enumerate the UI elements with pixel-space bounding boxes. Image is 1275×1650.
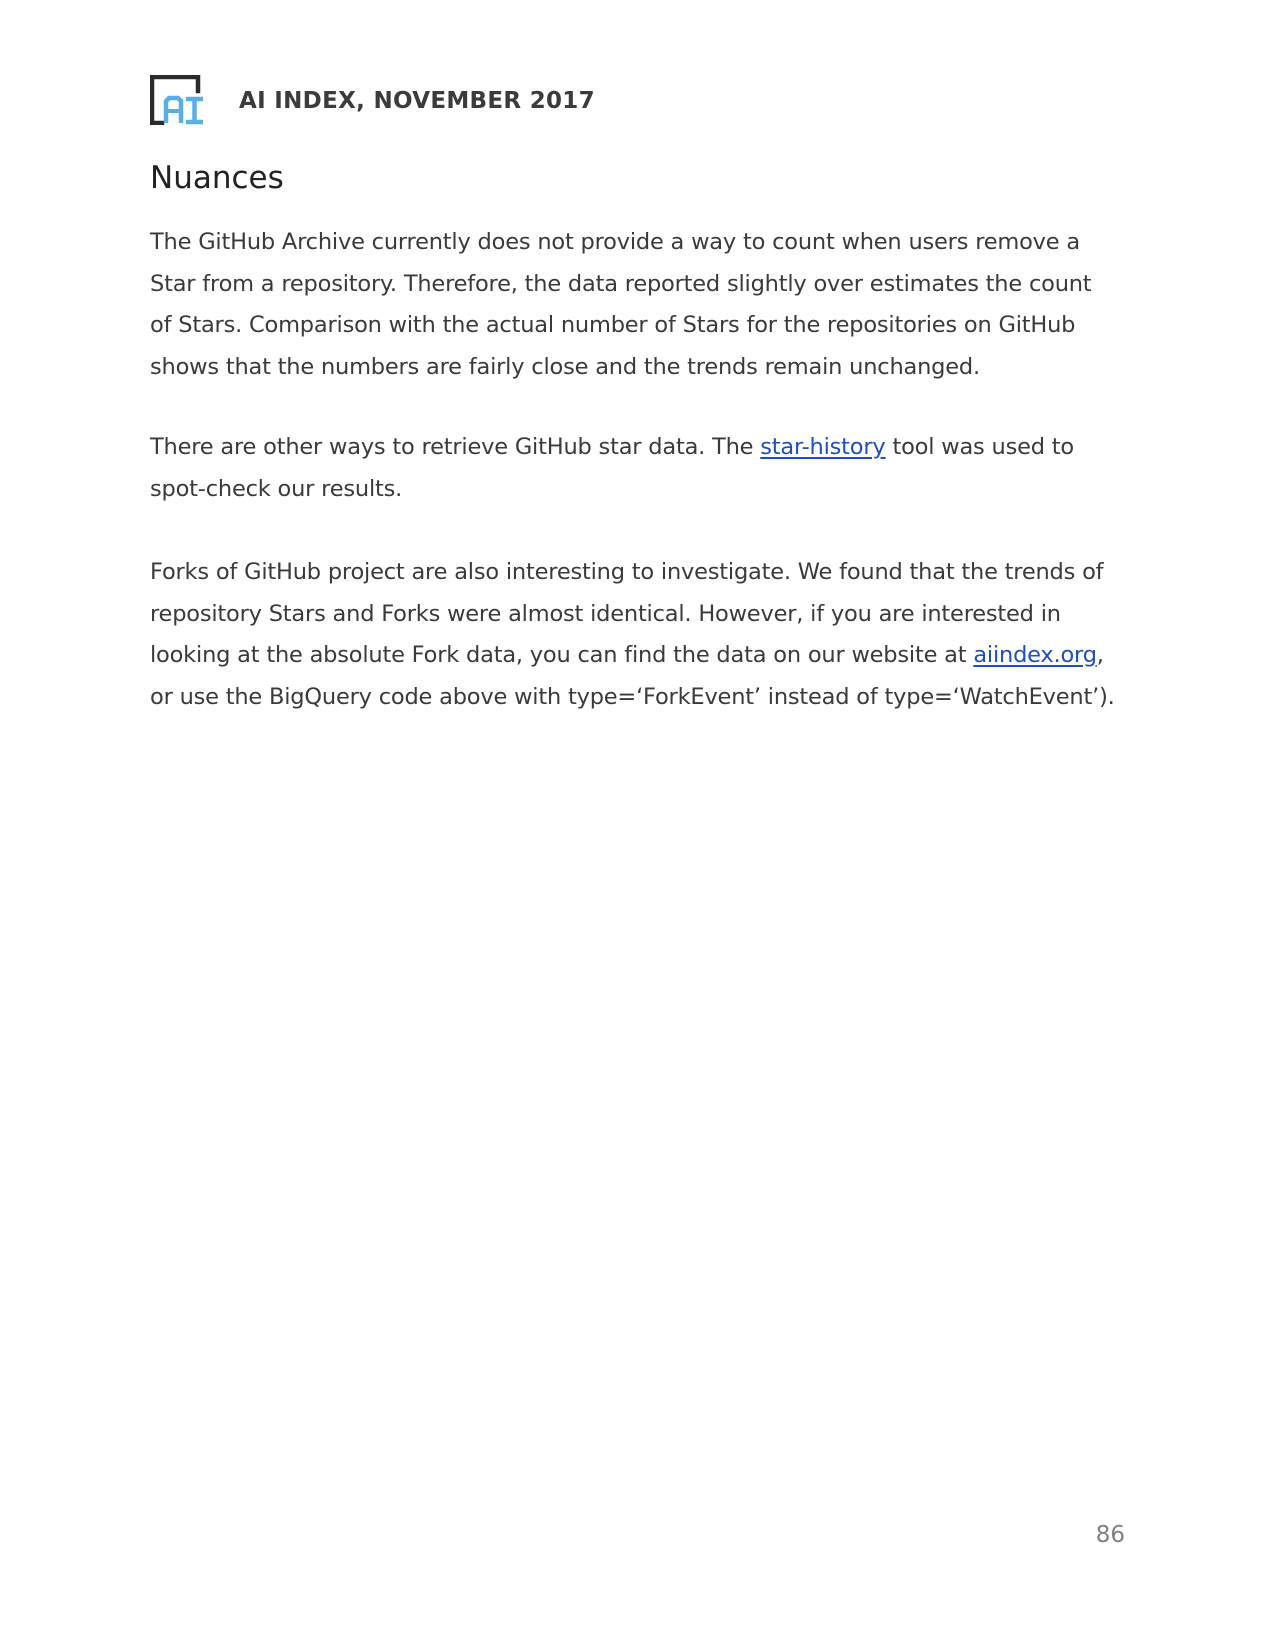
paragraph-line: or use the BigQuery code above with type=‘ForkEvent’ instead of type=‘WatchEvent’). [150, 683, 1115, 710]
paragraph-line: Star from a repository. Therefore, the data reported slightly over estimates the count [150, 270, 1092, 297]
text-fragment: looking at the absolute Fork data, you can find the data on our website at [150, 642, 974, 668]
paragraph-github-archive [150, 222, 1140, 388]
aiindex-website-link[interactable]: aiindex.org [973, 642, 1097, 668]
section-heading: Nuances [150, 160, 284, 196]
page-header [150, 74, 595, 126]
ai-index-logo [150, 75, 205, 125]
text-fragment: tool was used to [885, 434, 1074, 460]
page-number: 86 [1095, 1522, 1125, 1548]
paragraph-line: spot-check our results. [150, 475, 403, 502]
text-fragment: There are other ways to retrieve GitHub star data. The [150, 434, 761, 460]
paragraph-line: Forks of GitHub project are also interesting to investigate. We found that the trends of [150, 559, 1104, 585]
paragraph-line: of Stars. Comparison with the actual number of Stars for the repositories on GitHub [150, 312, 1076, 338]
paragraph-line: The GitHub Archive currently does not provide a way to count when users remove a [150, 229, 1080, 255]
text-fragment: , [1096, 642, 1104, 668]
report-title: AI INDEX, NOVEMBER 2017 [239, 88, 595, 114]
paragraph-line [150, 427, 1140, 469]
paragraph-line [150, 635, 1140, 677]
star-history-link[interactable]: star-history [760, 434, 886, 460]
paragraph-line: repository Stars and Forks were almost identical. However, if you are interested in [150, 600, 1061, 627]
paragraph-star-history [150, 427, 1140, 510]
paragraph-forks [150, 552, 1140, 718]
paragraph-line: shows that the numbers are fairly close and the trends remain unchanged. [150, 353, 980, 380]
